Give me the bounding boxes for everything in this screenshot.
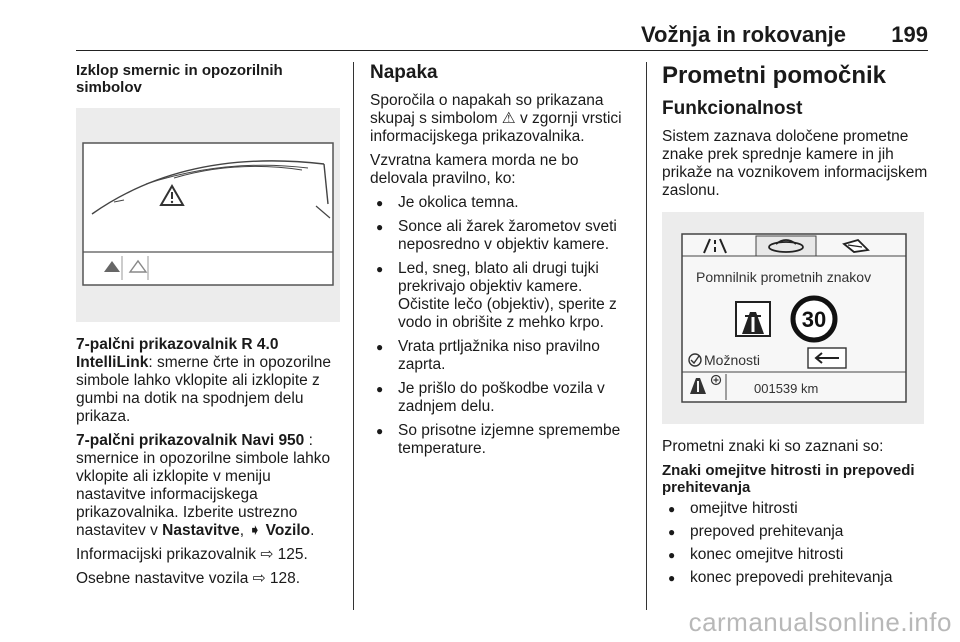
list-item: ● konec prepovedi prehitevanja — [662, 569, 928, 587]
column-divider — [646, 62, 647, 610]
page-number: 199 — [891, 22, 928, 47]
page-title: Vožnja in rokovanje — [641, 22, 846, 47]
system-term: IntelliLink — [76, 354, 149, 371]
page-header — [76, 0, 928, 51]
camera-guidelines-figure — [76, 108, 340, 322]
body-text: Vzvratna kamera morda ne bo delovala pravilno, ko: — [370, 152, 579, 187]
column-middle — [370, 62, 632, 464]
cross-reference: Informacijski prikazovalnik ⇨ 125. — [76, 546, 308, 563]
list-item: ● Je prišlo do poškodbe vozila v zadnjem delu. — [370, 380, 632, 416]
menu-separator: , ➧ — [239, 522, 266, 539]
sentence-end: . — [310, 522, 315, 539]
display-name: 7-palčni prikazovalnik R 4.0 — [76, 336, 279, 353]
column-divider — [353, 62, 354, 610]
list-item: ● Led, sneg, blato ali drugi tujki prekrivajo objektiv kamere. Očistite lečo (objektiv), sperite z vodo in obrišite z mehko krpo. — [370, 260, 632, 332]
sign-type-list — [662, 500, 928, 587]
column-right — [662, 62, 928, 593]
section-heading: Napaka — [370, 62, 438, 83]
watermark: carmanualsonline.info — [688, 607, 952, 637]
menu-path-settings: Nastavitve — [162, 522, 240, 539]
speed-limit-value: 30 — [801, 307, 827, 332]
traffic-sign-memory-screen — [662, 212, 924, 424]
list-item: ● Je okolica temna. — [370, 194, 632, 212]
display-name: 7-palčni prikazovalnik Navi 950 — [76, 432, 305, 449]
odometer-reading: 001539 km — [754, 381, 819, 396]
options-label[interactable]: Možnosti — [704, 352, 761, 368]
subsection-heading: Funkcionalnost — [662, 98, 803, 119]
cross-reference: Osebne nastavitve vozila ⇨ 128. — [76, 570, 301, 587]
body-text: Sporočila o napakah so prikazana skupaj s simbolom ⚠ v zgornji vrstici informacijskega prikazovalnika. — [370, 92, 622, 145]
body-text: : smerne črte in opozorilne simbole lahko vklopite ali izklopite z gumbi na dotik na spodnjem delu prikaza. — [76, 354, 331, 425]
subsection-heading: Znaki omejitve hitrosti in prepovedi prehitevanja — [662, 462, 915, 496]
condition-list — [370, 194, 632, 458]
driver-info-display-figure — [662, 212, 924, 424]
list-item: ● prepoved prehitevanja — [662, 523, 928, 541]
screen-title: Pomnilnik prometnih znakov — [696, 269, 872, 285]
section-heading: Prometni pomočnik — [662, 62, 887, 89]
back-arrow-icon[interactable] — [808, 348, 846, 368]
motorway-sign-icon — [736, 302, 770, 336]
list-item: ● Sonce ali žarek žarometov sveti neposredno v objektiv kamere. — [370, 218, 632, 254]
section-heading: Izklop smernic in opozorilnih simbolov — [76, 62, 283, 96]
list-item: ● Vrata prtljažnika niso pravilno zaprta. — [370, 338, 632, 374]
speed-limit-sign — [793, 298, 835, 340]
list-item: ● konec omejitve hitrosti — [662, 546, 928, 564]
column-left — [76, 62, 338, 594]
list-item: ● So prisotne izjemne spremembe temperature. — [370, 422, 632, 458]
menu-path-vehicle: Vozilo — [265, 522, 311, 539]
body-text: : smernice in opozorilne simbole lahko vklopite ali izklopite v meniju nastavitve informacijskega prikazovalnika. Izberite ustrezno nastavitev v — [76, 432, 331, 539]
body-text: Prometni znaki ki so zaznani so: — [662, 438, 884, 455]
rear-camera-illustration — [76, 108, 340, 322]
body-text: Sistem zaznava določene prometne znake prek sprednje kamere in jih prikaže na voznikovem informacijskem zaslonu. — [662, 128, 928, 199]
list-item: ● omejitve hitrosti — [662, 500, 928, 518]
